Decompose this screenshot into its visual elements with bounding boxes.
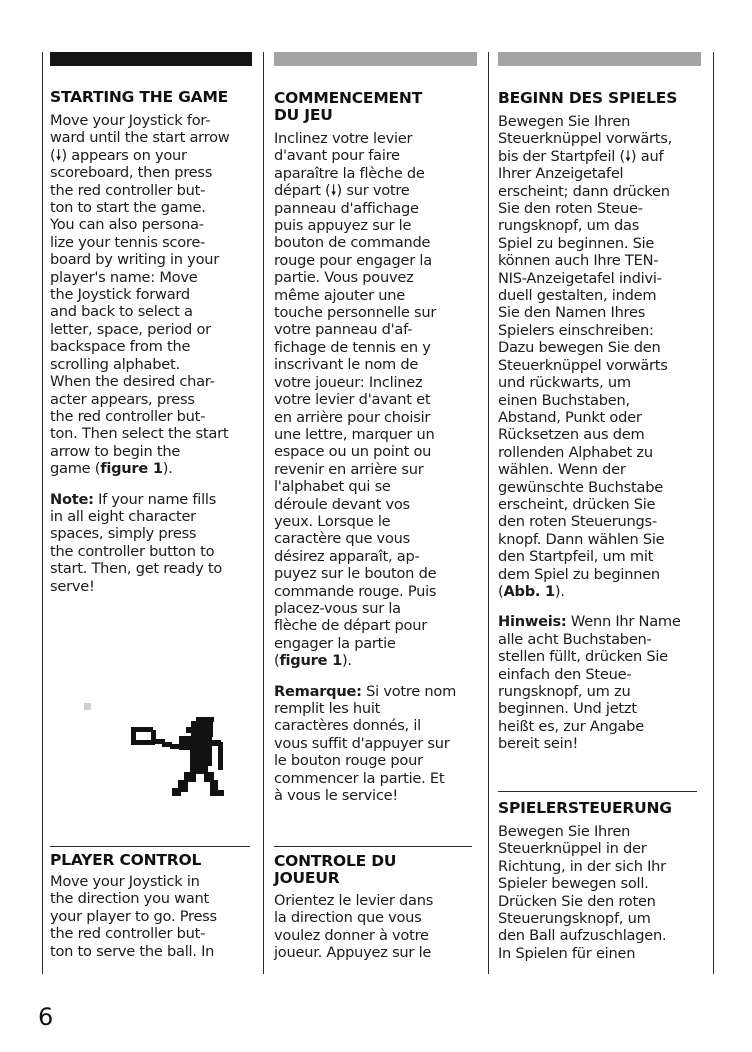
header-bar-grey	[274, 52, 477, 66]
figure-reference: figure 1	[100, 460, 163, 478]
column-rule-2	[263, 52, 264, 974]
column-german-lower	[498, 791, 710, 962]
section-rule	[498, 791, 697, 792]
section-rule	[274, 846, 472, 847]
column-rule-3	[488, 52, 489, 974]
hinweis-paragraph: Hinweis: Wenn Ihr Name alle acht Buchstaben- stellen füllt, drücken Sie einfach den Steue- rungsknopf, um zu beginnen. Und jetzt heißt es, zur Angabe bereit sein!	[498, 613, 681, 753]
column-rule-4	[713, 52, 714, 974]
page-number: 6	[38, 1003, 54, 1031]
column-french	[274, 52, 482, 804]
body-beginn-des-spieles: Bewegen Sie Ihren Steuerknüppel vorwärts, bis der Startpfeil (🠗) auf Ihrer Anzeigetafel erscheint; dann drücken Sie den roten Steue- rungsknopf, um das Spiel zu beginnen. Sie können auch Ihre TEN- NIS-Anzeigetafel indivi- duell gestalten, indem Sie den Namen Ihres Spielers einschreiben: Dazu bewegen Sie den Steuerknüppel vorwärts und rückwarts, um einen Buchstaben, Abstand, Punkt oder Rücksetzen aus dem rollenden Alphabet zu wählen. Wenn der gewünschte Buchstabe erscheint, drücken Sie den roten Steuerungs- knopf. Dann wählen Sie den Startpfeil, um mit dem Spiel zu beginnen (Abb. 1).	[498, 113, 672, 600]
header-bar-black	[50, 52, 252, 66]
column-french-lower	[274, 846, 482, 962]
body-spielersteuerung: Bewegen Sie Ihren Steuerknüppel in der Richtung, in der sich Ihr Spieler bewegen soll. Drücken Sie den roten Steuerungsknopf, um den Ball aufzuschlagen. In Spielen für einen	[498, 823, 667, 962]
body-controle-du-joueur: Orientez le levier dans la direction que vous voulez donner à votre joueur. Appuyez sur le	[274, 892, 434, 962]
heading-controle-du-joueur: CONTROLE DU JOUEUR	[274, 852, 397, 887]
heading-beginn-des-spieles: BEGINN DES SPIELES	[498, 89, 678, 107]
body-commencement-du-jeu: Inclinez votre levier d'avant pour faire aparaître la flèche de départ (🠗) sur votre panneau d'affichage puis appuyez sur le bouton de commande rouge pour engager la partie. Vous pouvez même ajouter une touche personnelle sur votre panneau d'af- fichage de tennis en y inscrivant le nom de votre joueur: Inclinez votre levier d'avant et en arrière pour choisir une lettre, marquer un espace ou un point ou revenir en arrière sur l'alphabet qui se déroule devant vos yeux. Lorsque le caractère que vous désirez apparaît, ap- puyez sur le bouton de commande rouge. Puis placez-vous sur la flèche de départ pour engager la partie (figure 1).	[274, 130, 437, 670]
remarque-paragraph: Remarque: Si votre nom remplit les huit caractères donnés, il vous suffit d'appuyer sur le bouton rouge pour commencer la partie. Et à vous le service!	[274, 682, 457, 805]
body-starting-the-game: Move your Joystick for- ward until the start arrow (🠗) appears on your scoreboard, then press the red controller but- ton to start the game. You can also persona- lize your tennis score- board by writing in your player's name: Move the Joystick forward and back to select a letter, space, period or backspace from the scrolling alphabet. When the desired char- acter appears, press the red controller but- ton. Then select the start arrow to begin the game (figure 1).	[50, 112, 230, 478]
player-body-icon	[172, 717, 224, 796]
header-bar-grey	[498, 52, 701, 66]
hinweis-label: Hinweis:	[498, 613, 567, 631]
column-rule-1	[42, 52, 43, 974]
tennis-player-sprite-icon	[84, 700, 244, 820]
remarque-label: Remarque:	[274, 682, 362, 700]
figure-reference: Abb. 1	[503, 582, 555, 600]
note-paragraph: Note: If your name fills in all eight character spaces, simply press the controller button to start. Then, get ready to serve!	[50, 490, 223, 595]
heading-starting-the-game: STARTING THE GAME	[50, 88, 229, 106]
tennis-ball-icon	[84, 703, 91, 710]
racket-icon	[131, 727, 182, 749]
column-english-lower	[50, 846, 256, 960]
heading-commencement-du-jeu: COMMENCEMENT DU JEU	[274, 89, 423, 124]
body-player-control: Move your Joystick in the direction you want your player to go. Press the red controller but- ton to serve the ball. In	[50, 873, 217, 960]
section-rule	[50, 846, 250, 847]
note-label: Note:	[50, 490, 94, 508]
heading-spielersteuerung: SPIELERSTEUERUNG	[498, 799, 672, 817]
heading-player-control: PLAYER CONTROL	[50, 851, 202, 869]
figure-reference: figure 1	[279, 652, 342, 670]
column-english	[50, 52, 256, 595]
column-german	[498, 52, 710, 753]
